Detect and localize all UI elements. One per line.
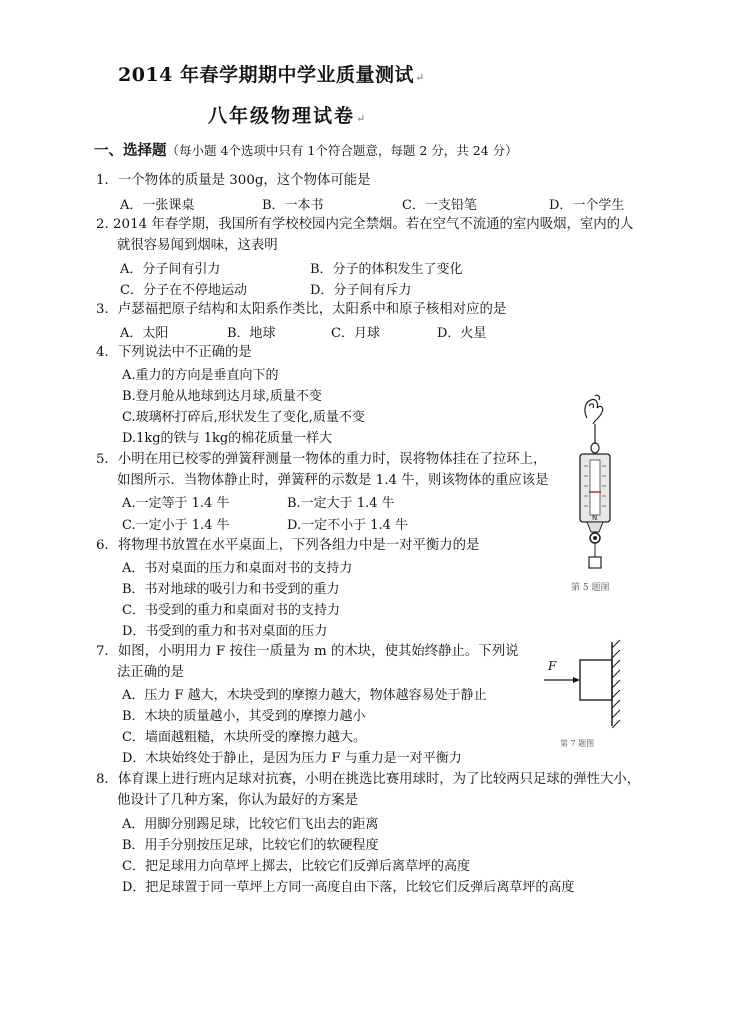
q3-option-d: D．火星 [437, 326, 487, 341]
q1-option-c: C．一支铅笔 [402, 198, 477, 213]
q2-option-b: B．分子的体积发生了变化 [310, 262, 463, 277]
block-wall-figure [540, 640, 630, 750]
question-8-stem-line2: 他设计了几种方案，你认为最好的方案是 [117, 793, 359, 808]
q5-option-b: B.一定大于 1.4 牛 [287, 496, 395, 511]
force-label: F [548, 659, 557, 673]
pull-ring [591, 443, 599, 453]
question-8-stem-line1: 8．体育课上进行班内足球对抗赛，小明在挑选比赛用球时，为了比较两只足球的弹性大小， [96, 772, 641, 787]
q1-option-b: B．一本书 [262, 198, 324, 213]
q3-option-b: B．地球 [227, 326, 276, 341]
q8-option-d: D．把足球置于同一草坪上方同一高度自由下落，比较它们反弹后离草坪的高度 [122, 880, 575, 895]
force-arrow-head [573, 677, 580, 683]
q2-option-a: A．分子间有引力 [120, 262, 221, 277]
question-4-stem: 4．下列说法中不正确的是 [96, 345, 252, 360]
q1-option-a: A．一张课桌 [120, 198, 195, 213]
q2-option-d: D．分子间有斥力 [310, 283, 412, 298]
hanging-weight [589, 557, 601, 568]
wall-hatching [612, 640, 620, 728]
figure-5-caption: 第 5 题图 [571, 583, 610, 593]
q4-option-b: B.登月舱从地球到达月球,质量不变 [122, 389, 322, 404]
section-heading [94, 139, 518, 160]
exam-title [118, 60, 425, 87]
q6-option-a: A．书对桌面的压力和桌面对书的支持力 [122, 561, 353, 576]
question-7-stem-line2: 法正确的是 [117, 665, 184, 680]
question-2-stem-line2: 就很容易闻到烟味，这表明 [117, 238, 278, 253]
q5-option-d: D.一定不小于 1.4 牛 [287, 518, 409, 533]
q8-option-b: B．用手分别按压足球，比较它们的软硬程度 [122, 838, 379, 853]
question-5-stem-line1: 5．小明在用已校零的弹簧秤测量一物体的重力时，误将物体挂在了拉环上， [96, 452, 547, 467]
question-5-stem-line2: 如图所示．当物体静止时，弹簧秤的示数是 1.4 牛，则该物体的重应该是 [117, 473, 549, 488]
question-7-stem-line1: 7．如图，小明用力 F 按住一质量为 m 的木块，使其始终静止。下列说 [96, 644, 519, 659]
q3-option-c: C．月球 [331, 326, 380, 341]
question-3-stem: 3．卢瑟福把原子结构和太阳系作类比，太阳系中和原子核相对应的是 [96, 302, 507, 317]
exam-subtitle [208, 101, 367, 128]
q4-option-c: C.玻璃杯打碎后,形状发生了变化,质量不变 [122, 410, 365, 425]
hand-icon [585, 395, 603, 424]
paragraph-mark: ↵ [356, 112, 368, 125]
q1-option-d: D．一个学生 [549, 198, 625, 213]
figure-7-caption: 第 7 题图 [560, 739, 595, 748]
q6-option-c: C．书受到的重力和桌面对书的支持力 [122, 603, 340, 618]
q2-option-c: C．分子在不停地运动 [120, 283, 247, 298]
q7-option-d: D．木块始终处于静止，是因为压力 F 与重力是一对平衡力 [122, 751, 462, 766]
bottom-hook-inner [593, 536, 597, 540]
q7-option-b: B．木块的质量越小，其受到的摩擦力越小 [122, 709, 366, 724]
wooden-block [580, 660, 612, 700]
spring-scale-figure [565, 392, 625, 592]
q4-option-d: D.1kg的铁与 1kg的棉花质量一样大 [122, 431, 333, 446]
q6-option-d: D．书受到的重力和书对桌面的压力 [122, 624, 328, 639]
q7-option-c: C．墙面越粗糙，木块所受的摩擦力越大。 [122, 730, 366, 745]
question-1-stem: 1．一个物体的质量是 300g，这个物体可能是 [96, 173, 371, 188]
q3-option-a: A．太阳 [120, 326, 169, 341]
exam-title-text: 2014 年春学期期中学业质量测试 [118, 64, 414, 86]
q4-option-a: A.重力的方向是垂直向下的 [122, 368, 279, 383]
scale-unit-label: N [592, 514, 598, 522]
q6-option-b: B．书对地球的吸引力和书受到的重力 [122, 582, 340, 597]
q8-option-a: A．用脚分别踢足球，比较它们飞出去的距离 [122, 817, 379, 832]
q5-option-c: C.一定小于 1.4 牛 [122, 518, 230, 533]
paragraph-mark: ↵ [415, 71, 425, 84]
q7-option-a: A．压力 F 越大，木块受到的摩擦力越大，物体越容易处于静止 [122, 688, 487, 703]
q8-option-c: C．把足球用力向草坪上掷去，比较它们反弹后离草坪的高度 [122, 859, 470, 874]
question-6-stem: 6．将物理书放置在水平桌面上，下列各组力中是一对平衡力的是 [96, 538, 480, 553]
scale-bottom [587, 522, 603, 532]
section-note: （每小题 4个选项中只有 1个符合题意，每题 2 分，共 24 分） [166, 143, 518, 158]
exam-subtitle-text: 八年级物理试卷 [208, 105, 356, 127]
question-2-stem-line1: 2. 2014 年春学期，我国所有学校校园内完全禁烟。若在空气不流通的室内吸烟，室内的人 [96, 217, 634, 232]
q5-option-a: A.一定等于 1.4 牛 [122, 496, 230, 511]
section-title: 一、选择题 [94, 142, 167, 159]
scale-slot [590, 460, 600, 515]
